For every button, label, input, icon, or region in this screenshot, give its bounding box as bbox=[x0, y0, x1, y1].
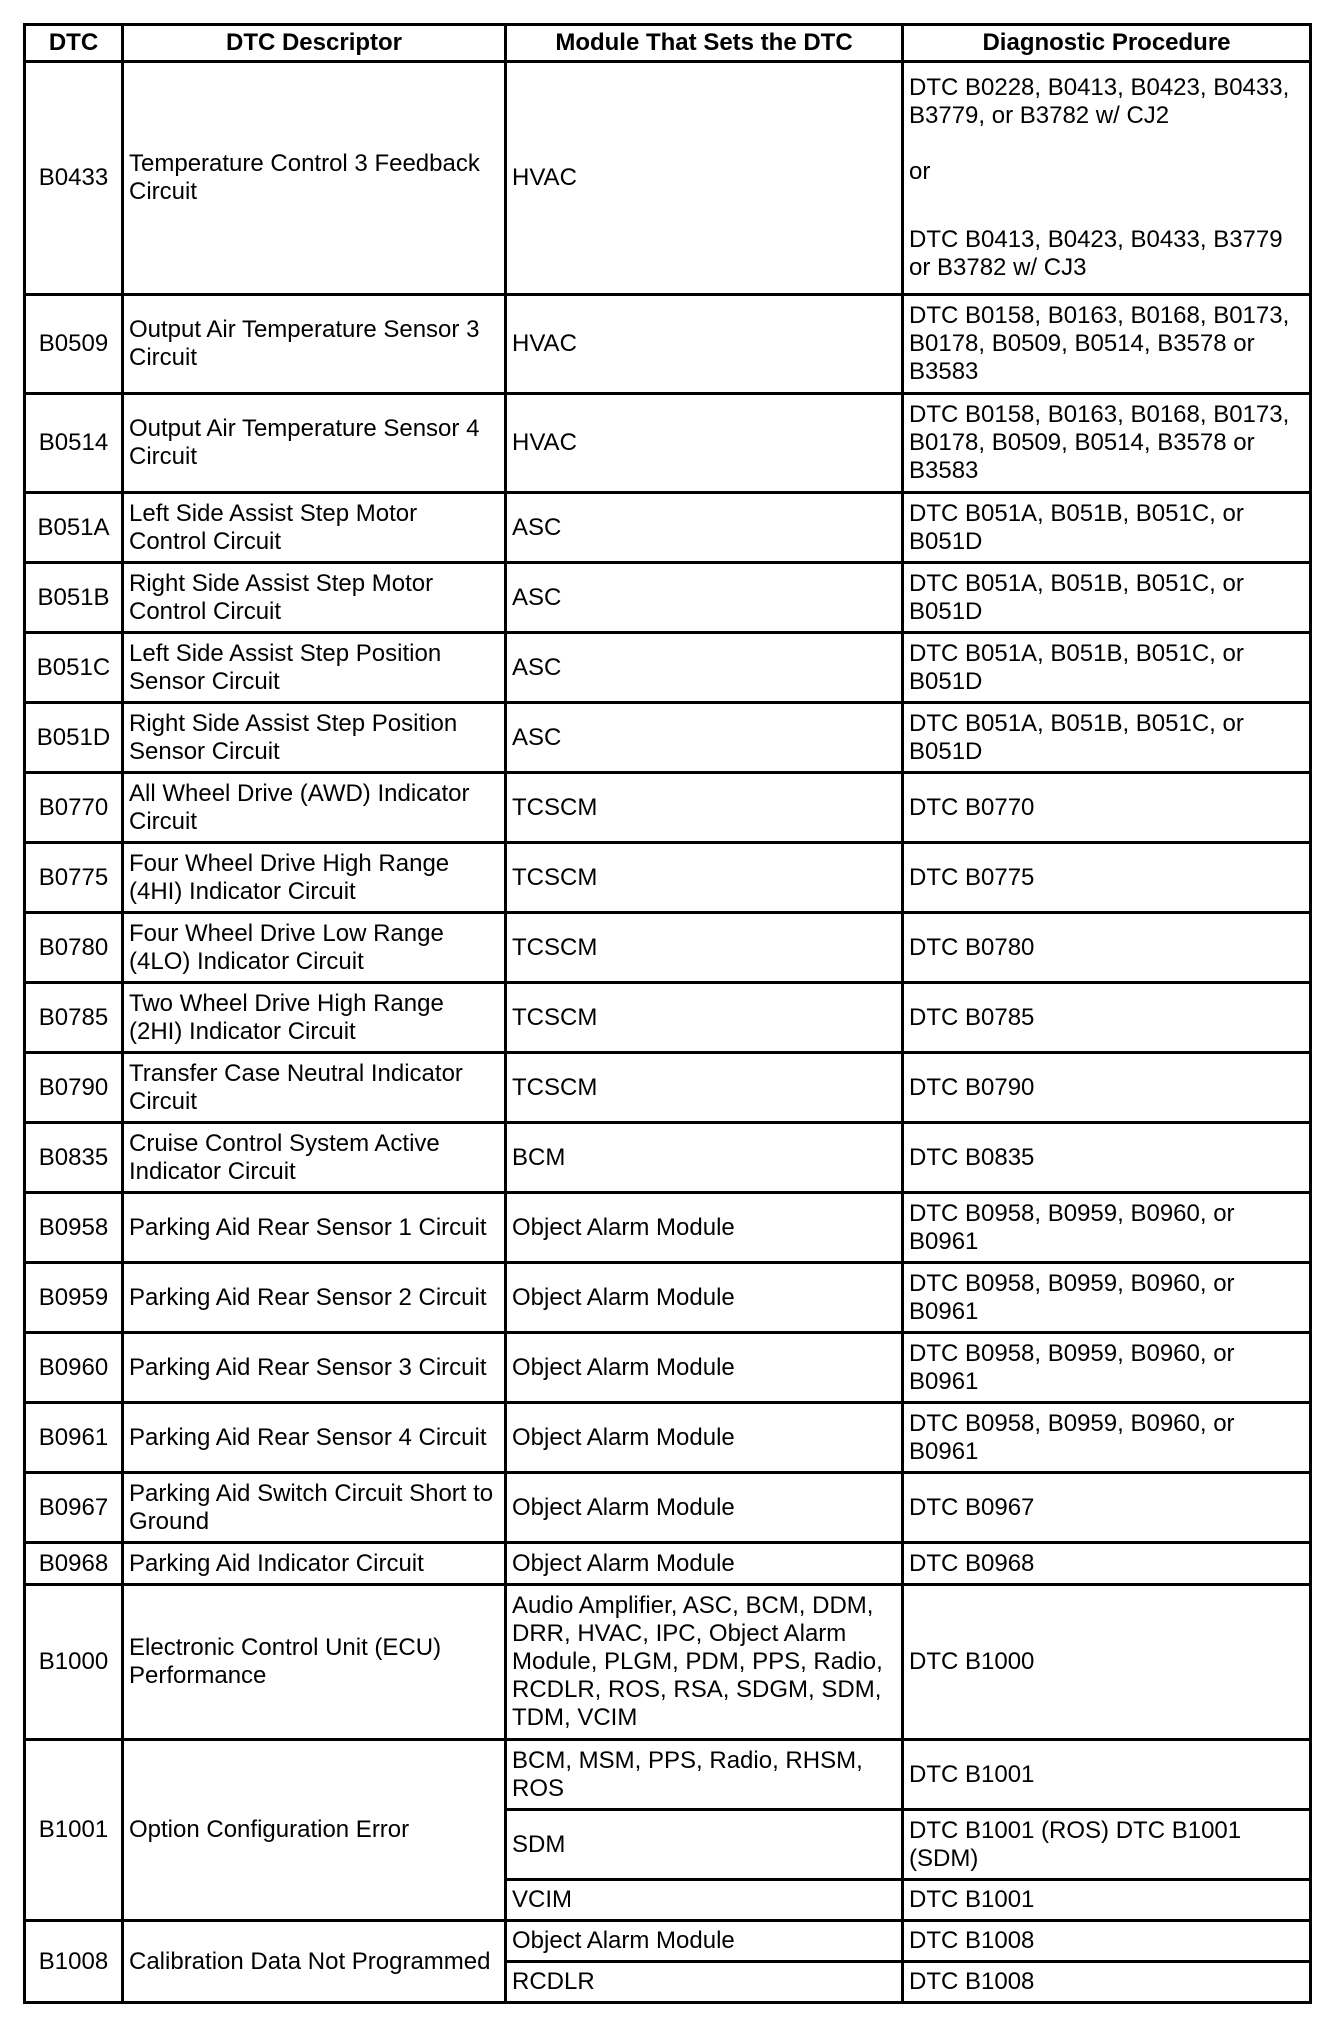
dtc-code: B0961 bbox=[25, 1403, 123, 1473]
dtc-table bbox=[23, 23, 1312, 2004]
module: ASC bbox=[506, 493, 903, 563]
diagnostic-procedure: DTC B0958, B0959, B0960, or B0961 bbox=[903, 1193, 1311, 1263]
diagnostic-procedure: DTC B1000 bbox=[903, 1585, 1311, 1740]
procedure-cj2: DTC B0228, B0413, B0423, B0433, B3779, or B3782 w/ CJ2 bbox=[909, 74, 1290, 129]
module: ASC bbox=[506, 703, 903, 773]
table-row bbox=[25, 493, 1311, 563]
diagnostic-procedure: DTC B0770 bbox=[903, 773, 1311, 843]
module: TCSCM bbox=[506, 983, 903, 1053]
dtc-code: B0433 bbox=[25, 62, 123, 295]
header-dtc: DTC bbox=[25, 25, 123, 62]
procedure-cj3: DTC B0413, B0423, B0433, B3779 or B3782 w/ CJ3 bbox=[909, 226, 1283, 281]
dtc-code: B0958 bbox=[25, 1193, 123, 1263]
dtc-code: B0514 bbox=[25, 394, 123, 493]
diagnostic-procedure: DTC B0780 bbox=[903, 913, 1311, 983]
table-row bbox=[25, 1123, 1311, 1193]
dtc-code: B0960 bbox=[25, 1333, 123, 1403]
procedure-or: or bbox=[909, 158, 931, 185]
dtc-descriptor: All Wheel Drive (AWD) Indicator Circuit bbox=[123, 773, 506, 843]
diagnostic-procedure: DTC B0835 bbox=[903, 1123, 1311, 1193]
dtc-descriptor: Electronic Control Unit (ECU) Performance bbox=[123, 1585, 506, 1740]
table-row bbox=[25, 1585, 1311, 1740]
table-row bbox=[25, 1921, 1311, 1962]
table-row bbox=[25, 563, 1311, 633]
diagnostic-procedure: DTC B1008 bbox=[903, 1921, 1311, 1962]
diagnostic-procedure: DTC B0158, B0163, B0168, B0173, B0178, B0509, B0514, B3578 or B3583 bbox=[903, 295, 1311, 394]
table-row bbox=[25, 394, 1311, 493]
module: TCSCM bbox=[506, 773, 903, 843]
dtc-code: B0780 bbox=[25, 913, 123, 983]
dtc-descriptor: Calibration Data Not Programmed bbox=[123, 1921, 506, 2003]
diagnostic-procedure: DTC B0958, B0959, B0960, or B0961 bbox=[903, 1333, 1311, 1403]
table-row bbox=[25, 1403, 1311, 1473]
dtc-code: B0770 bbox=[25, 773, 123, 843]
diagnostic-procedure: DTC B0958, B0959, B0960, or B0961 bbox=[903, 1403, 1311, 1473]
module: Object Alarm Module bbox=[506, 1333, 903, 1403]
module: TCSCM bbox=[506, 913, 903, 983]
module: TCSCM bbox=[506, 1053, 903, 1123]
table-row bbox=[25, 843, 1311, 913]
dtc-code: B1008 bbox=[25, 1921, 123, 2003]
dtc-descriptor: Right Side Assist Step Position Sensor Circuit bbox=[123, 703, 506, 773]
diagnostic-procedure: DTC B0775 bbox=[903, 843, 1311, 913]
diagnostic-procedure: DTC B051A, B051B, B051C, or B051D bbox=[903, 633, 1311, 703]
diagnostic-procedure: DTC B0790 bbox=[903, 1053, 1311, 1123]
table-row bbox=[25, 983, 1311, 1053]
dtc-descriptor: Left Side Assist Step Position Sensor Circuit bbox=[123, 633, 506, 703]
module: HVAC bbox=[506, 62, 903, 295]
diagnostic-procedure bbox=[903, 62, 1311, 295]
dtc-code: B0509 bbox=[25, 295, 123, 394]
diagnostic-procedure: DTC B1008 bbox=[903, 1962, 1311, 2003]
diagnostic-procedure: DTC B1001 bbox=[903, 1880, 1311, 1921]
dtc-code: B1000 bbox=[25, 1585, 123, 1740]
module: Object Alarm Module bbox=[506, 1263, 903, 1333]
module: HVAC bbox=[506, 295, 903, 394]
table-row bbox=[25, 1740, 1311, 1810]
table-header-row bbox=[25, 25, 1311, 62]
module: Object Alarm Module bbox=[506, 1921, 903, 1962]
table-row bbox=[25, 773, 1311, 843]
dtc-descriptor: Temperature Control 3 Feedback Circuit bbox=[123, 62, 506, 295]
module: BCM bbox=[506, 1123, 903, 1193]
dtc-descriptor: Four Wheel Drive Low Range (4LO) Indicator Circuit bbox=[123, 913, 506, 983]
module: ASC bbox=[506, 563, 903, 633]
table-row bbox=[25, 633, 1311, 703]
diagnostic-procedure: DTC B0785 bbox=[903, 983, 1311, 1053]
dtc-code: B051D bbox=[25, 703, 123, 773]
dtc-descriptor: Parking Aid Rear Sensor 1 Circuit bbox=[123, 1193, 506, 1263]
dtc-descriptor: Parking Aid Rear Sensor 3 Circuit bbox=[123, 1333, 506, 1403]
diagnostic-procedure: DTC B1001 (ROS) DTC B1001 (SDM) bbox=[903, 1810, 1311, 1880]
module: ASC bbox=[506, 633, 903, 703]
dtc-descriptor: Transfer Case Neutral Indicator Circuit bbox=[123, 1053, 506, 1123]
dtc-descriptor: Left Side Assist Step Motor Control Circuit bbox=[123, 493, 506, 563]
table-row bbox=[25, 1053, 1311, 1123]
diagnostic-procedure: DTC B1001 bbox=[903, 1740, 1311, 1810]
module: HVAC bbox=[506, 394, 903, 493]
header-descriptor: DTC Descriptor bbox=[123, 25, 506, 62]
dtc-descriptor: Parking Aid Rear Sensor 2 Circuit bbox=[123, 1263, 506, 1333]
table-row bbox=[25, 703, 1311, 773]
dtc-code: B1001 bbox=[25, 1740, 123, 1921]
dtc-code: B051B bbox=[25, 563, 123, 633]
module: VCIM bbox=[506, 1880, 903, 1921]
diagnostic-procedure: DTC B051A, B051B, B051C, or B051D bbox=[903, 493, 1311, 563]
dtc-code: B0835 bbox=[25, 1123, 123, 1193]
dtc-descriptor: Right Side Assist Step Motor Control Circuit bbox=[123, 563, 506, 633]
dtc-descriptor: Four Wheel Drive High Range (4HI) Indicator Circuit bbox=[123, 843, 506, 913]
dtc-code: B051A bbox=[25, 493, 123, 563]
dtc-code: B0959 bbox=[25, 1263, 123, 1333]
dtc-code: B0967 bbox=[25, 1473, 123, 1543]
table-row bbox=[25, 1473, 1311, 1543]
diagnostic-procedure: DTC B0158, B0163, B0168, B0173, B0178, B0509, B0514, B3578 or B3583 bbox=[903, 394, 1311, 493]
module: RCDLR bbox=[506, 1962, 903, 2003]
module: SDM bbox=[506, 1810, 903, 1880]
dtc-descriptor: Option Configuration Error bbox=[123, 1740, 506, 1921]
module: Audio Amplifier, ASC, BCM, DDM, DRR, HVAC, IPC, Object Alarm Module, PLGM, PDM, PPS, Radio, RCDLR, ROS, RSA, SDGM, SDM, TDM, VCIM bbox=[506, 1585, 903, 1740]
header-procedure: Diagnostic Procedure bbox=[903, 25, 1311, 62]
dtc-code: B051C bbox=[25, 633, 123, 703]
dtc-descriptor: Parking Aid Switch Circuit Short to Ground bbox=[123, 1473, 506, 1543]
dtc-code: B0775 bbox=[25, 843, 123, 913]
dtc-descriptor: Two Wheel Drive High Range (2HI) Indicator Circuit bbox=[123, 983, 506, 1053]
module: Object Alarm Module bbox=[506, 1193, 903, 1263]
diagnostic-procedure: DTC B0967 bbox=[903, 1473, 1311, 1543]
table-row bbox=[25, 913, 1311, 983]
dtc-descriptor: Cruise Control System Active Indicator Circuit bbox=[123, 1123, 506, 1193]
diagnostic-procedure: DTC B051A, B051B, B051C, or B051D bbox=[903, 563, 1311, 633]
module: Object Alarm Module bbox=[506, 1473, 903, 1543]
module: Object Alarm Module bbox=[506, 1543, 903, 1585]
dtc-code: B0790 bbox=[25, 1053, 123, 1123]
table-row bbox=[25, 295, 1311, 394]
diagnostic-procedure: DTC B0968 bbox=[903, 1543, 1311, 1585]
table-row bbox=[25, 1333, 1311, 1403]
dtc-descriptor: Output Air Temperature Sensor 4 Circuit bbox=[123, 394, 506, 493]
module: Object Alarm Module bbox=[506, 1403, 903, 1473]
dtc-code: B0785 bbox=[25, 983, 123, 1053]
table-row bbox=[25, 62, 1311, 295]
table-row bbox=[25, 1193, 1311, 1263]
dtc-code: B0968 bbox=[25, 1543, 123, 1585]
dtc-descriptor: Parking Aid Rear Sensor 4 Circuit bbox=[123, 1403, 506, 1473]
module: BCM, MSM, PPS, Radio, RHSM, ROS bbox=[506, 1740, 903, 1810]
module: TCSCM bbox=[506, 843, 903, 913]
dtc-descriptor: Output Air Temperature Sensor 3 Circuit bbox=[123, 295, 506, 394]
diagnostic-procedure: DTC B051A, B051B, B051C, or B051D bbox=[903, 703, 1311, 773]
dtc-descriptor: Parking Aid Indicator Circuit bbox=[123, 1543, 506, 1585]
diagnostic-procedure: DTC B0958, B0959, B0960, or B0961 bbox=[903, 1263, 1311, 1333]
table-row bbox=[25, 1543, 1311, 1585]
header-module: Module That Sets the DTC bbox=[506, 25, 903, 62]
table-row bbox=[25, 1263, 1311, 1333]
